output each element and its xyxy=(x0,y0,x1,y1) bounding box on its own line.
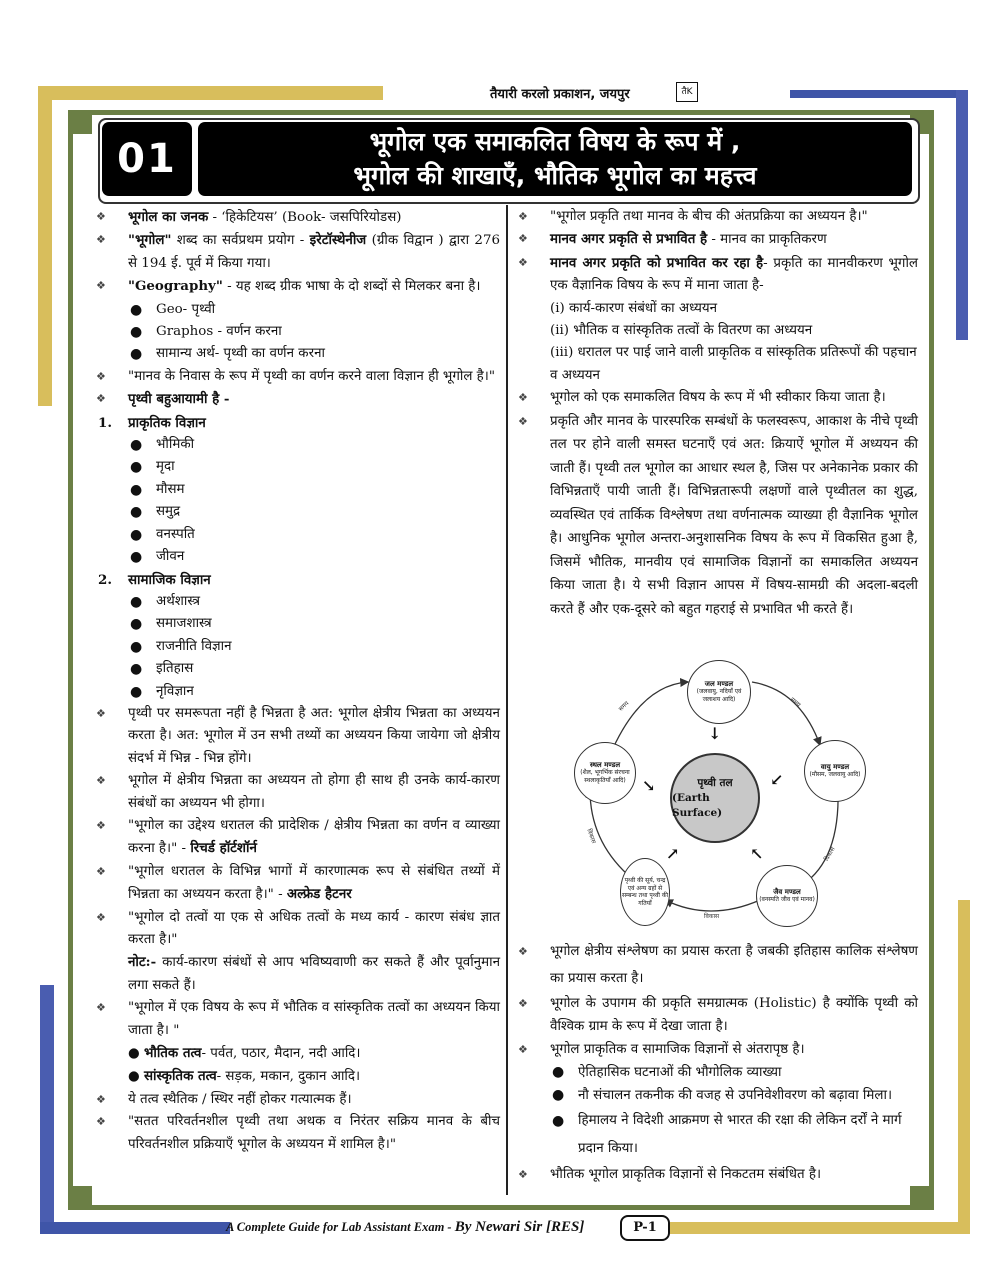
sub-item: ● अर्थशास्त्र xyxy=(92,591,500,613)
bullet-icon: ● xyxy=(552,1064,565,1080)
frame-corner-ornament xyxy=(68,1186,92,1210)
diamond-bullet-icon: ❖ xyxy=(518,391,528,405)
sub-item: ● समाजशास्त्र xyxy=(92,613,500,635)
diamond-bullet-icon: ❖ xyxy=(518,997,528,1010)
diamond-bullet-icon: ❖ xyxy=(96,818,106,832)
arrow-up-right-icon: ↗ xyxy=(666,844,680,863)
diamond-bullet-icon: ❖ xyxy=(518,1043,528,1056)
sub-item: (ii) भौतिक व सांस्कृतिक तत्वों के वितरण का अध्ययन xyxy=(550,323,813,339)
sub-item: ● इतिहास xyxy=(92,658,500,680)
earth-relations-node: पृथ्वी की सूर्य, चन्द्र एवं अन्य ग्रहों से सम्बन्ध तथा पृथ्वी की गतियाँ xyxy=(620,858,670,926)
diamond-bullet-icon: ❖ xyxy=(96,279,106,293)
list-item: ❖ भूगोल में क्षेत्रीय भिन्नता का अध्ययन तो होगा ही साथ ही उनके कार्य-कारण संबंधों का अध्ययन भी होगा। xyxy=(92,770,500,815)
list-item: ❖ भूगोल क्षेत्रीय संश्लेषण का प्रयास करता है जबकी इतिहास कालिक संश्लेषण का प्रयास करता है। xyxy=(514,938,918,992)
list-item: ❖ "भूगोल दो तत्वों या एक से अधिक तत्वों के मध्य कार्य - कारण संबंध ज्ञात करता है।" xyxy=(92,907,500,952)
bullet-icon: ● xyxy=(130,324,143,341)
list-item: ❖ "भूगोल धरातल के विभिन्न भागों में कारणात्मक रूप से संबंधित तथ्यों में भिन्नता का अध्ययन करता है।" - अल्फ्रेड हैटनर xyxy=(92,861,500,907)
bullet-icon: ● xyxy=(130,616,143,633)
list-item: ❖ "भूगोल" शब्द का सर्वप्रथम प्रयोग - इरेटॉस्थेनीज (ग्रीक विद्वान ) द्वारा 276 से 194 ई. पूर्व में किया गया। xyxy=(92,229,500,275)
list-item: ❖ "Geography" - यह शब्द ग्रीक भाषा के दो शब्दों से मिलकर बना है। xyxy=(92,275,500,298)
column-divider xyxy=(506,205,508,1195)
bullet-icon: ● xyxy=(130,437,143,454)
diamond-bullet-icon: ❖ xyxy=(518,255,528,269)
earth-surface-node: पृथ्वी तल (Earth Surface) xyxy=(670,753,760,843)
biosphere-node: जैव मण्डल (वनस्पति जीव एवं मानव) xyxy=(756,865,818,927)
sub-item: ● भौतिक तत्व- पर्वत, पठार, मैदान, नदी आदि। xyxy=(128,1045,361,1062)
sub-item: ● मृदा xyxy=(92,456,500,478)
frame-corner-ornament xyxy=(910,1186,934,1210)
left-column xyxy=(92,206,500,1156)
list-item: ❖ "भूगोल प्रकृति तथा मानव के बीच की अंतप्रक्रिया का अध्ययन है।" xyxy=(514,206,918,228)
bullet-icon: ● xyxy=(130,504,143,521)
list-item: ❖ "मानव के निवास के रूप में पृथ्वी का वर्णन करने वाला विज्ञान ही भूगोल है।" xyxy=(92,366,500,388)
bullet-icon: ● xyxy=(130,526,143,543)
diamond-bullet-icon: ❖ xyxy=(518,210,528,223)
arrow-right-icon: ↘ xyxy=(642,776,656,795)
sub-item: (i) कार्य-कारण संबंधों का अध्ययन xyxy=(550,300,718,316)
sub-item: (iii) धरातल पर पाई जाने वाली प्राकृतिक व सांस्कृतिक प्रतिरूपों की पहचान व अध्ययन xyxy=(550,345,917,383)
list-item: ❖ भौतिक भूगोल प्राकृतिक विज्ञानों से निकटतम संबंधित है। xyxy=(514,1163,918,1186)
list-item: ❖ "भूगोल का उद्देश्य धरातल की प्रादेशिक / क्षेत्रीय भिन्नता का वर्णन व व्याख्या करना है।" - रिचर्ड हॉर्टशॉर्न xyxy=(92,815,500,861)
list-item: ❖ भूगोल प्राकृतिक व सामाजिक विज्ञानों से अंतरापृष्ठ है। xyxy=(514,1038,918,1061)
footer-text: A Complete Guide for Lab Assistant Exam - By Newari Sir [RES] xyxy=(226,1219,585,1235)
sub-item: ● राजनीति विज्ञान xyxy=(92,636,500,658)
decorative-blue-band xyxy=(40,1222,230,1234)
decorative-gold-band xyxy=(38,86,383,100)
sub-item: ● नौ संचालन तकनीक की वजह से उपनिवेशीवरण को बढ़ावा मिला। xyxy=(514,1084,918,1107)
sub-item: ● नृविज्ञान xyxy=(92,681,500,703)
diamond-bullet-icon: ❖ xyxy=(96,1001,106,1015)
decorative-blue-band xyxy=(956,90,968,340)
list-item: ❖ "सतत परिवर्तनशील पृथ्वी तथा अथक व निरंतर सक्रिय मानव के बीच परिवर्तनशील प्रक्रियाएँ भूगोल के अध्ययन में शामिल है।" xyxy=(92,1111,500,1156)
diamond-bullet-icon: ❖ xyxy=(96,233,106,247)
diamond-bullet-icon: ❖ xyxy=(96,1092,106,1106)
bullet-icon: ● xyxy=(130,459,143,476)
lithosphere-node: स्थल मण्डल (शैल, भूगर्भिक संरचना स्थलाकृतियाँ आदि) xyxy=(574,742,636,804)
chapter-title-line2: भूगोल की शाखाएँ, भौतिक भूगोल का महत्त्व xyxy=(353,161,757,190)
diamond-bullet-icon: ❖ xyxy=(96,1115,106,1129)
bullet-icon: ● xyxy=(128,1069,140,1085)
sub-item: ● भौमिकी xyxy=(92,434,500,456)
quote-author: अल्फ्रेड हैटनर xyxy=(286,886,352,903)
diamond-bullet-icon: ❖ xyxy=(518,945,528,958)
sub-item: ● जीवन xyxy=(92,546,500,568)
quote-author: रिचर्ड हॉर्टशॉर्न xyxy=(190,840,257,857)
page-number: P-1 xyxy=(620,1215,670,1241)
list-item: ❖ मानव अगर प्रकृति को प्रभावित कर रहा है- प्रकृति का मानवीकरण भूगोल एक वैज्ञानिक विषय के रूप में माना जाता है- xyxy=(514,252,918,298)
chapter-number: 01 xyxy=(102,122,192,196)
list-item: ❖ "भूगोल में एक विषय के रूप में भौतिक व सांस्कृतिक तत्वों का अध्ययन किया जाता है। " xyxy=(92,997,500,1042)
diamond-bullet-icon: ❖ xyxy=(96,369,106,383)
bullet-icon: ● xyxy=(130,301,143,318)
note: नोट:- कार्य-कारण संबंधों से आप भविष्यवाणी कर सकते हैं और पूर्वानुमान लगा सकते हैं। xyxy=(128,954,500,993)
diamond-bullet-icon: ❖ xyxy=(96,210,106,223)
list-item: ❖ पृथ्वी बहुआयामी है - xyxy=(92,388,500,411)
numbered-heading: 1. प्राकृतिक विज्ञान xyxy=(98,414,206,431)
list-item: ❖ प्रकृति और मानव के पारस्परिक सम्बंधों के फलस्वरूप, आकाश के नीचे पृथ्वी तल पर होने वाली समस्त घटनाएँ एवं अत: क्रियाऐं भूगोल में अध्ययन की जाती हैं। पृथ्वी तल भूगोल का आधार स्थल है, जिस पर अनेकानेक प्रकार की विभिन्नताएँ पायी जाती हैं। विभिन्नतारूपी लक्षणों वाले पृथ्वीतल का शुद्ध, व्यवस्थित एवं तार्किक विश्लेषण तथा वर्णनात्मक व्याख्या ही वैज्ञानिक भूगोल है। आधुनिक भूगोल अन्तरा-अनुशासनिक विषय के रूप में विकसित हुआ है, जिसमें भौतिक, मानवीय एवं सामाजिक विज्ञानों का समाकलित अध्ययन किया जाता है। ये सभी विज्ञान आपस में विषय-सामग्री की अदला-बदली करते हैं और एक-दूसरे को बहुत गहराई से प्रभावित भी करते हैं। xyxy=(514,410,918,622)
list-item: ❖ भूगोल को एक समाकलित विषय के रूप में भी स्वीकार किया जाता है। xyxy=(514,387,918,409)
sub-item: ● सांस्कृतिक तत्व- सड़क, मकान, दुकान आदि। xyxy=(128,1068,361,1085)
sub-item: ● हिमालय ने विदेशी आक्रमण से भारत की रक्षा की लेकिन दर्रों ने मार्ग प्रदान किया। xyxy=(514,1107,918,1163)
earth-surface-diagram: पृथ्वी तल (Earth Surface) जल मण्डल (जलवायु, नदियाँ एवं जलाशय आदि) वायु मण्डल (मौसम, जलवायु आदि) जैव मण्डल (वनस्पति जीव एवं मानव) पृथ्वी की सूर्य, चन्द्र एवं अन्य ग्रहों से सम्बन्ध तथा पृथ्वी की गतियाँ स्थल मण्डल (शैल, भूगर्भिक संरचना स्थलाकृतियाँ आदि) ↓ ↘ ↙ ↗ ↖ समय समय विकास विकास विकास xyxy=(570,660,870,930)
arrow-left-icon: ↙ xyxy=(770,770,784,789)
diamond-bullet-icon: ❖ xyxy=(518,1168,528,1181)
list-item: ❖ भूगोल के उपागम की प्रकृति समग्रात्मक (Holistic) है क्योंकि पृथ्वी को वैश्विक ग्राम के रूप में देखा जाता है। xyxy=(514,992,918,1038)
sub-item: ● मौसम xyxy=(92,479,500,501)
bullet-icon: ● xyxy=(128,1046,140,1062)
chapter-title-line1: भूगोल एक समाकलित विषय के रूप में , xyxy=(369,127,741,156)
bullet-icon: ● xyxy=(130,346,143,363)
list-item: ❖ ये तत्व स्थैतिक / स्थिर नहीं होकर गत्यात्मक हैं। xyxy=(92,1089,500,1111)
list-item: ❖ भूगोल का जनक - ‘हिकेटियस’ (Book- जसपिरियोडस) xyxy=(92,206,500,229)
list-item: ❖ मानव अगर प्रकृति से प्रभावित है - मानव का प्राकृतिकरण xyxy=(514,228,918,251)
publisher-logo: तैK xyxy=(676,82,698,102)
sub-item: ● समुद्र xyxy=(92,501,500,523)
arrow-up-left-icon: ↖ xyxy=(750,844,764,863)
bullet-icon: ● xyxy=(130,549,143,566)
diamond-bullet-icon: ❖ xyxy=(96,392,106,406)
right-column-lower xyxy=(514,938,918,1186)
diamond-bullet-icon: ❖ xyxy=(518,232,528,246)
diamond-bullet-icon: ❖ xyxy=(518,414,528,428)
sub-item: ● Graphos - वर्णन करना xyxy=(92,321,500,343)
sub-item: ● सामान्य अर्थ- पृथ्वी का वर्णन करना xyxy=(92,343,500,365)
sub-item: ● Geo- पृथ्वी xyxy=(92,299,500,321)
sub-item: ● वनस्पति xyxy=(92,524,500,546)
diamond-bullet-icon: ❖ xyxy=(96,706,106,720)
decorative-blue-band xyxy=(40,985,54,1233)
diamond-bullet-icon: ❖ xyxy=(96,774,106,788)
bullet-icon: ● xyxy=(552,1087,565,1103)
decorative-gold-band xyxy=(670,1222,970,1234)
right-column xyxy=(514,206,918,621)
chapter-title xyxy=(198,122,912,196)
publisher-name: तैयारी करलो प्रकाशन, जयपुर xyxy=(490,87,630,102)
decorative-gold-band xyxy=(38,86,52,406)
frame-corner-ornament xyxy=(68,110,92,134)
arrow-down-icon: ↓ xyxy=(708,724,722,743)
atmosphere-node: वायु मण्डल (मौसम, जलवायु आदि) xyxy=(804,740,866,802)
sub-item: ● ऐतिहासिक घटनाओं की भौगोलिक व्याख्या xyxy=(514,1061,918,1084)
bullet-icon: ● xyxy=(130,638,143,655)
bullet-icon: ● xyxy=(130,683,143,700)
hydrosphere-node: जल मण्डल (जलवायु, नदियाँ एवं जलाशय आदि) xyxy=(687,660,751,724)
bullet-icon: ● xyxy=(552,1113,565,1129)
list-item: ❖ पृथ्वी पर समरूपता नहीं है भिन्नता है अत: भूगोल क्षेत्रीय भिन्नता का अध्ययन करता है। अत: भूगोल में उन सभी तथ्यों का अध्ययन किया जायेगा जो क्षेत्रीय संदर्भ में भिन्न - भिन्न होंगे। xyxy=(92,703,500,770)
bullet-icon: ● xyxy=(130,481,143,498)
bullet-icon: ● xyxy=(130,661,143,678)
bullet-icon: ● xyxy=(130,593,143,610)
decorative-gold-band xyxy=(958,900,970,1234)
diamond-bullet-icon: ❖ xyxy=(96,864,106,878)
diamond-bullet-icon: ❖ xyxy=(96,910,106,924)
numbered-heading: 2. सामाजिक विज्ञान xyxy=(98,571,211,588)
decorative-blue-band xyxy=(790,90,968,98)
